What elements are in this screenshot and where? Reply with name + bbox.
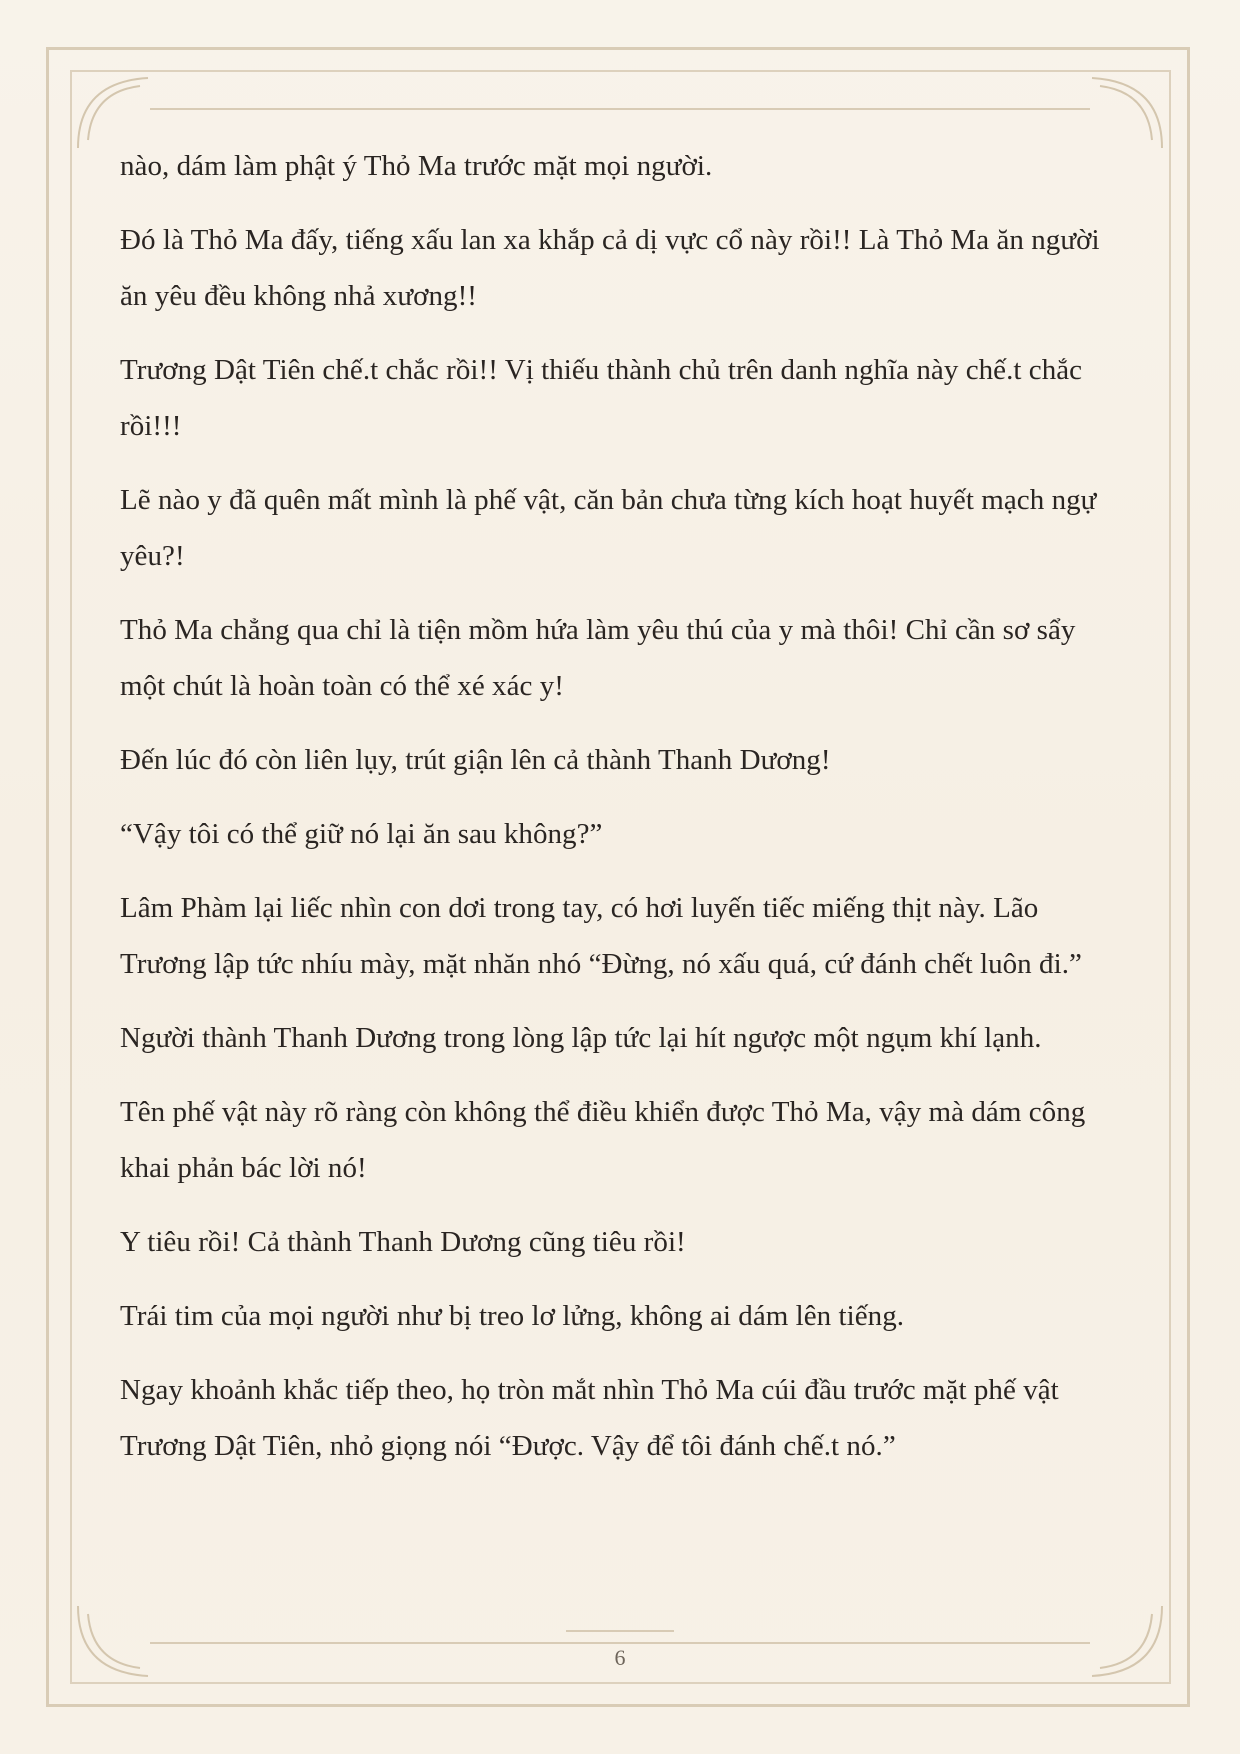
paragraph: Thỏ Ma chẳng qua chỉ là tiện mồm hứa làm yêu thú của y mà thôi! Chỉ cần sơ sẩy một chút là hoàn toàn có thể xé xác y! — [120, 614, 1076, 702]
header-divider — [150, 108, 1090, 110]
paragraph: Tên phế vật này rõ ràng còn không thể điều khiển được Thỏ Ma, vậy mà dám công khai phản bác lời nó! — [120, 1096, 1086, 1184]
paragraph: Ngay khoảnh khắc tiếp theo, họ tròn mắt nhìn Thỏ Ma cúi đầu trước mặt phế vật Trương Dật Tiên, nhỏ giọng nói “Được. Vậy để tôi đánh chế.t nó.” — [120, 1374, 1059, 1462]
footer-divider — [150, 1642, 1090, 1644]
paragraph: Lâm Phàm lại liếc nhìn con dơi trong tay, có hơi luyến tiếc miếng thịt này. Lão Trương lập tức nhíu mày, mặt nhăn nhó “Đừng, nó xấu quá, cứ đánh chết luôn đi.” — [120, 892, 1082, 980]
paragraph: Người thành Thanh Dương trong lòng lập tức lại hít ngược một ngụm khí lạnh. — [120, 1022, 1042, 1054]
paragraph: Trái tim của mọi người như bị treo lơ lửng, không ai dám lên tiếng. — [120, 1300, 905, 1332]
paragraph: nào, dám làm phật ý Thỏ Ma trước mặt mọi người. — [120, 150, 713, 182]
paragraph: Trương Dật Tiên chế.t chắc rồi!! Vị thiếu thành chủ trên danh nghĩa này chế.t chắc rồi!!! — [120, 354, 1083, 442]
paragraph: Đó là Thỏ Ma đấy, tiếng xấu lan xa khắp cả dị vực cổ này rồi!! Là Thỏ Ma ăn người ăn yêu đều không nhả xương!! — [120, 224, 1100, 312]
paragraph: Lẽ nào y đã quên mất mình là phế vật, căn bản chưa từng kích hoạt huyết mạch ngự yêu?! — [120, 484, 1097, 572]
corner-flourish-top-right-inner — [1100, 86, 1152, 140]
corner-flourish-top-left-inner — [88, 86, 140, 140]
page-number: 6 — [614, 1645, 626, 1670]
body-text — [120, 138, 1120, 1492]
paragraph: “Vậy tôi có thể giữ nó lại ăn sau không?” — [120, 818, 603, 850]
paragraph: Đến lúc đó còn liên lụy, trút giận lên cả thành Thanh Dương! — [120, 744, 831, 776]
paragraph: Y tiêu rồi! Cả thành Thanh Dương cũng tiêu rồi! — [120, 1226, 686, 1258]
footer-ornament-line — [566, 1630, 674, 1632]
